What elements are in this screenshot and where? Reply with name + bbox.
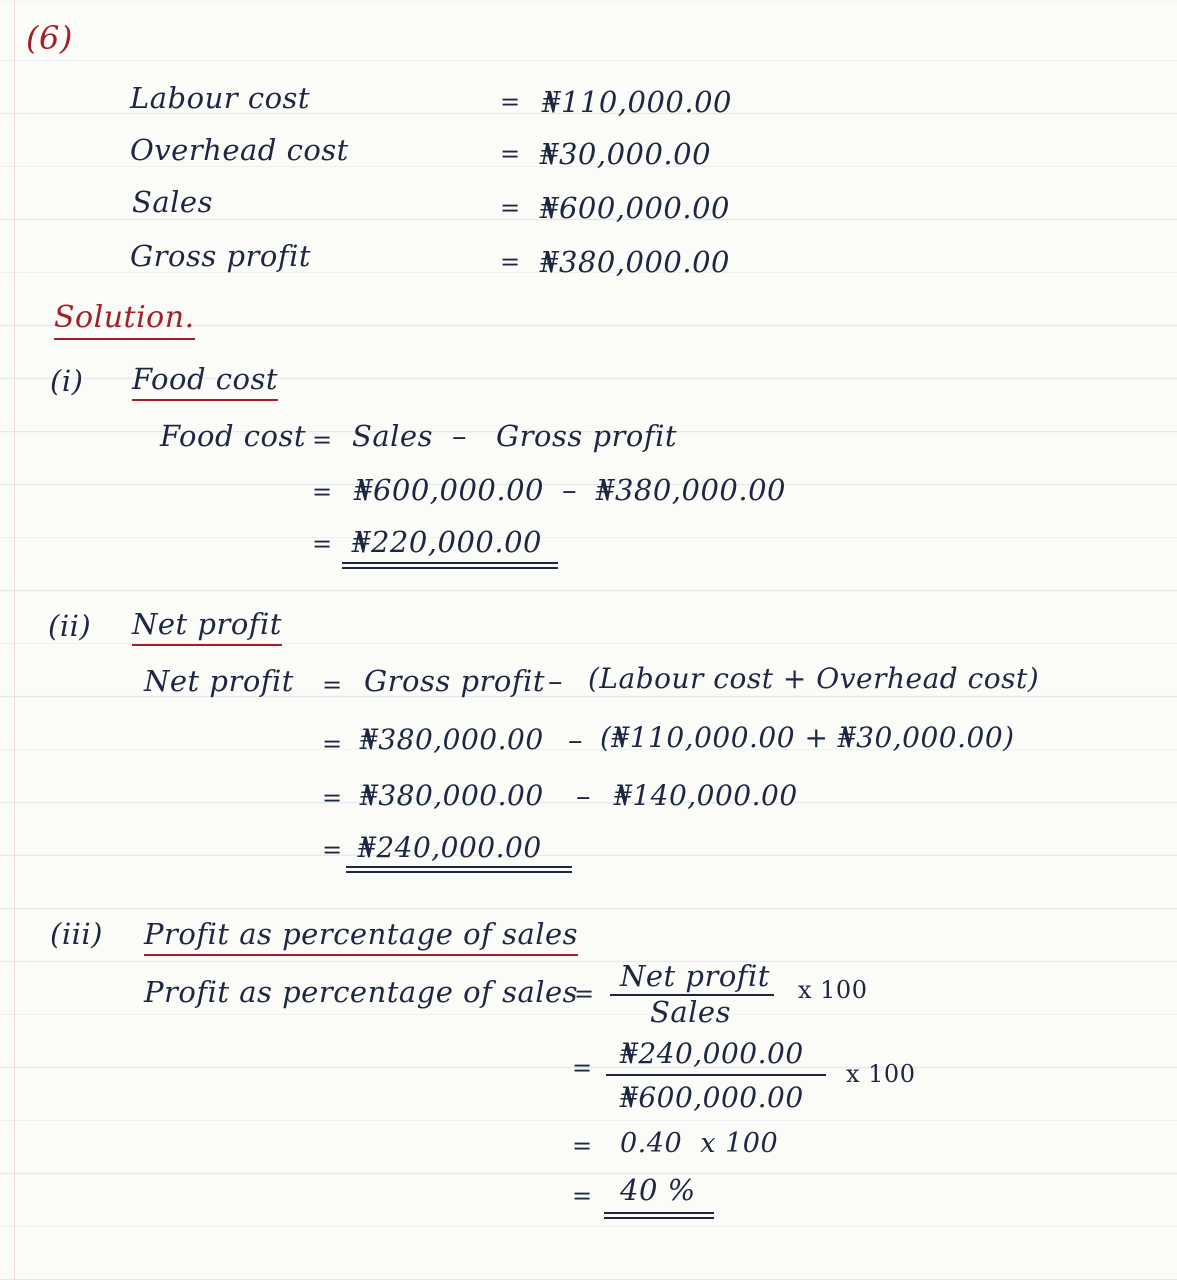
part3-result: 40 %	[620, 1173, 696, 1207]
given-value-gross-profit: ₦380,000.00	[540, 245, 730, 279]
given-equals-4: =	[500, 248, 521, 276]
part1-line1-op: –	[452, 419, 467, 453]
given-label-overhead: Overhead cost	[130, 133, 349, 167]
part2-line2-b: (₦110,000.00 + ₦30,000.00)	[600, 721, 1015, 754]
part1-title	[132, 362, 278, 396]
part2-line1-a: Gross profit	[364, 664, 546, 698]
given-value-labour: ₦110,000.00	[542, 85, 732, 119]
given-value-overhead: ₦30,000.00	[540, 137, 712, 171]
part3-result-double-underline	[604, 1212, 714, 1219]
part3-equals-2: =	[572, 1054, 593, 1082]
part1-lhs: Food cost	[160, 419, 306, 453]
part3-title	[144, 917, 579, 951]
given-equals-2: =	[500, 140, 521, 168]
part2-result: ₦240,000.00	[358, 831, 542, 864]
part3-frac2-num: ₦240,000.00	[620, 1037, 804, 1070]
part2-line3-b: ₦140,000.00	[614, 779, 798, 812]
part2-result-double-underline	[346, 866, 572, 873]
part1-line1-b: Gross profit	[496, 419, 678, 453]
part2-lhs: Net profit	[144, 664, 294, 698]
part3-title-text: Profit as percentage of sales	[144, 917, 578, 956]
part3-number: (iii)	[50, 917, 103, 951]
given-label-sales: Sales	[132, 185, 213, 219]
part1-result-double-underline	[342, 562, 558, 569]
part2-equals-1: =	[322, 671, 343, 699]
part1-equals-2: =	[312, 478, 333, 506]
part3-frac1-num: Net profit	[620, 959, 770, 993]
part1-equals-3: =	[312, 530, 333, 558]
part1-result: ₦220,000.00	[352, 525, 542, 559]
part3-frac2-den: ₦600,000.00	[620, 1081, 804, 1114]
part2-equals-3: =	[322, 784, 343, 812]
part2-line1-op: –	[548, 664, 563, 698]
part1-line2-b: ₦380,000.00	[596, 473, 786, 507]
part3-frac1-mult: x 100	[798, 976, 868, 1004]
given-equals-1: =	[500, 88, 521, 116]
part2-title-text: Net profit	[132, 607, 282, 646]
part3-frac2-bar	[606, 1074, 826, 1076]
part2-line3-a: ₦380,000.00	[360, 779, 544, 812]
part3-line3: 0.40 x 100	[620, 1128, 779, 1159]
part2-line1-b: (Labour cost + Overhead cost)	[588, 662, 1040, 695]
part3-frac2-mult: x 100	[846, 1060, 916, 1088]
part2-number: (ii)	[48, 609, 92, 643]
part1-line2-a: ₦600,000.00	[354, 473, 544, 507]
part1-line2-op: –	[562, 473, 577, 507]
part3-equals-1: =	[574, 980, 595, 1008]
part1-number: (i)	[50, 364, 84, 398]
given-label-gross-profit: Gross profit	[130, 239, 312, 273]
part2-title	[132, 607, 282, 641]
question-number: (6)	[26, 19, 73, 57]
part2-line2-op: –	[568, 723, 583, 757]
given-label-labour: Labour cost	[130, 81, 311, 115]
page-margin-line	[0, 0, 15, 1280]
part3-lhs: Profit as percentage of sales	[144, 975, 579, 1009]
part2-equals-2: =	[322, 730, 343, 758]
part2-line2-a: ₦380,000.00	[360, 723, 544, 756]
part1-title-text: Food cost	[132, 362, 278, 401]
part3-equals-3: =	[572, 1132, 593, 1160]
part3-frac1-den: Sales	[650, 995, 731, 1029]
solution-heading-text: Solution.	[54, 300, 195, 340]
part3-equals-4: =	[572, 1182, 593, 1210]
solution-heading	[54, 300, 195, 335]
part2-line3-op: –	[576, 779, 591, 813]
part2-equals-4: =	[322, 836, 343, 864]
part1-equals-1: =	[312, 426, 333, 454]
part1-line1-a: Sales	[352, 419, 433, 453]
given-equals-3: =	[500, 194, 521, 222]
given-value-sales: ₦600,000.00	[540, 191, 730, 225]
